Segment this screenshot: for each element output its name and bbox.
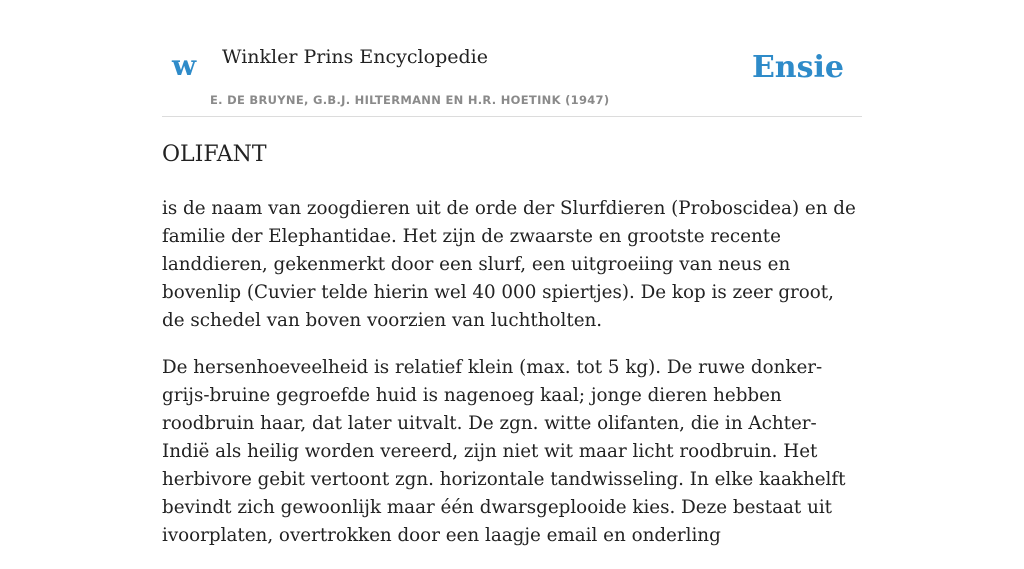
article bbox=[162, 138, 862, 569]
authors-line: E. DE BRUYNE, G.B.J. HILTERMANN EN H.R. HOETINK (1947) bbox=[210, 93, 610, 107]
winkler-prins-logo[interactable]: w bbox=[172, 49, 197, 82]
article-paragraph: De hersenhoeveelheid is relatief klein (max. tot 5 kg). De ruwe donker-grijs-bruine gegroefde huid is nagenoeg kaal; jonge dieren hebben roodbruin haar, dat later uitvalt. De zgn. witte olifanten, die in Achter-Indië als heilig worden vereerd, zijn niet wit maar licht roodbruin. Het herbivore gebit vertoont zgn. horizontale tandwisseling. In elke kaakhelft bevindt zich gewoonlijk maar één dwarsgeplooide kies. Deze bestaat uit ivoorplaten, overtrokken door een laagje email en onderling bbox=[162, 357, 846, 546]
article-title: OLIFANT bbox=[162, 142, 267, 167]
article-paragraph: is de naam van zoogdieren uit de orde der Slurfdieren (Proboscidea) en de familie der Elephantidae. Het zijn de zwaarste en grootste recente landdieren, gekenmerkt door een slurf, een uitgroeiing van neus en bovenlip (Cuvier telde hierin wel 40 000 spiertjes). De kop is zeer groot, de schedel van boven voorzien van luchtholten. bbox=[162, 198, 856, 331]
ensie-logo[interactable]: Ensie bbox=[751, 50, 844, 85]
site-header bbox=[162, 0, 862, 117]
site-title[interactable]: Winkler Prins Encyclopedie bbox=[222, 46, 488, 68]
